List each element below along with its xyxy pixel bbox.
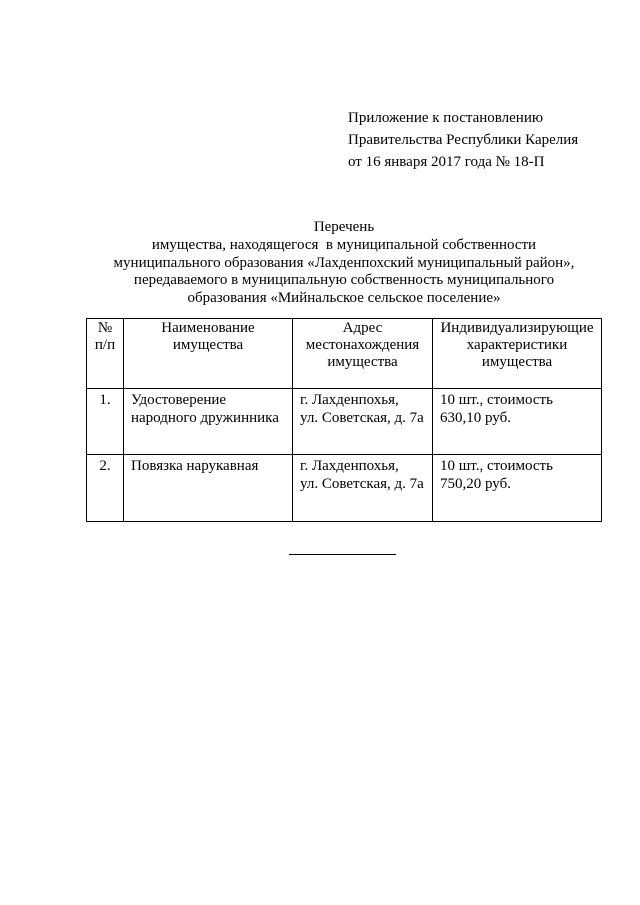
column-header-characteristics: Индивидуализирующие характеристики имущества (433, 319, 602, 389)
title-line: передаваемого в муниципальную собственность муниципального (133, 272, 555, 289)
cell-characteristics: 10 шт., стоимость 750,20 руб. (433, 455, 602, 522)
cell-address: г. Лахденпохья, ул. Советская, д. 7а (293, 455, 433, 522)
title-line: образования «Мийнальское сельское поселение» (187, 290, 501, 307)
cell-number: 2. (87, 455, 124, 522)
cell-characteristics: 10 шт., стоимость 630,10 руб. (433, 389, 602, 455)
table-header-row (87, 319, 602, 389)
table-row (87, 455, 602, 522)
column-header-number: № п/п (87, 319, 124, 389)
title-line: муниципального образования «Лахденпохский муниципальный район», (113, 254, 575, 271)
appendix-line: Правительства Республики Карелия (348, 132, 579, 148)
table-row (87, 389, 602, 455)
title-heading: Перечень (313, 219, 375, 235)
appendix-header (348, 107, 578, 173)
cell-name: Удостоверение народного дружинника (124, 389, 293, 455)
appendix-line: от 16 января 2017 года № 18-П (348, 154, 545, 170)
property-table (86, 318, 602, 522)
column-header-name: Наименование имущества (124, 319, 293, 389)
cell-name: Повязка нарукавная (124, 455, 293, 522)
cell-number: 1. (87, 389, 124, 455)
column-header-address: Адрес местонахождения имущества (293, 319, 433, 389)
document-title (44, 219, 640, 308)
appendix-line: Приложение к постановлению (348, 110, 544, 126)
closing-separator-line (289, 554, 396, 555)
cell-address: г. Лахденпохья, ул. Советская, д. 7а (293, 389, 433, 455)
title-line: имущества, находящегося в муниципальной собственности (151, 236, 537, 253)
